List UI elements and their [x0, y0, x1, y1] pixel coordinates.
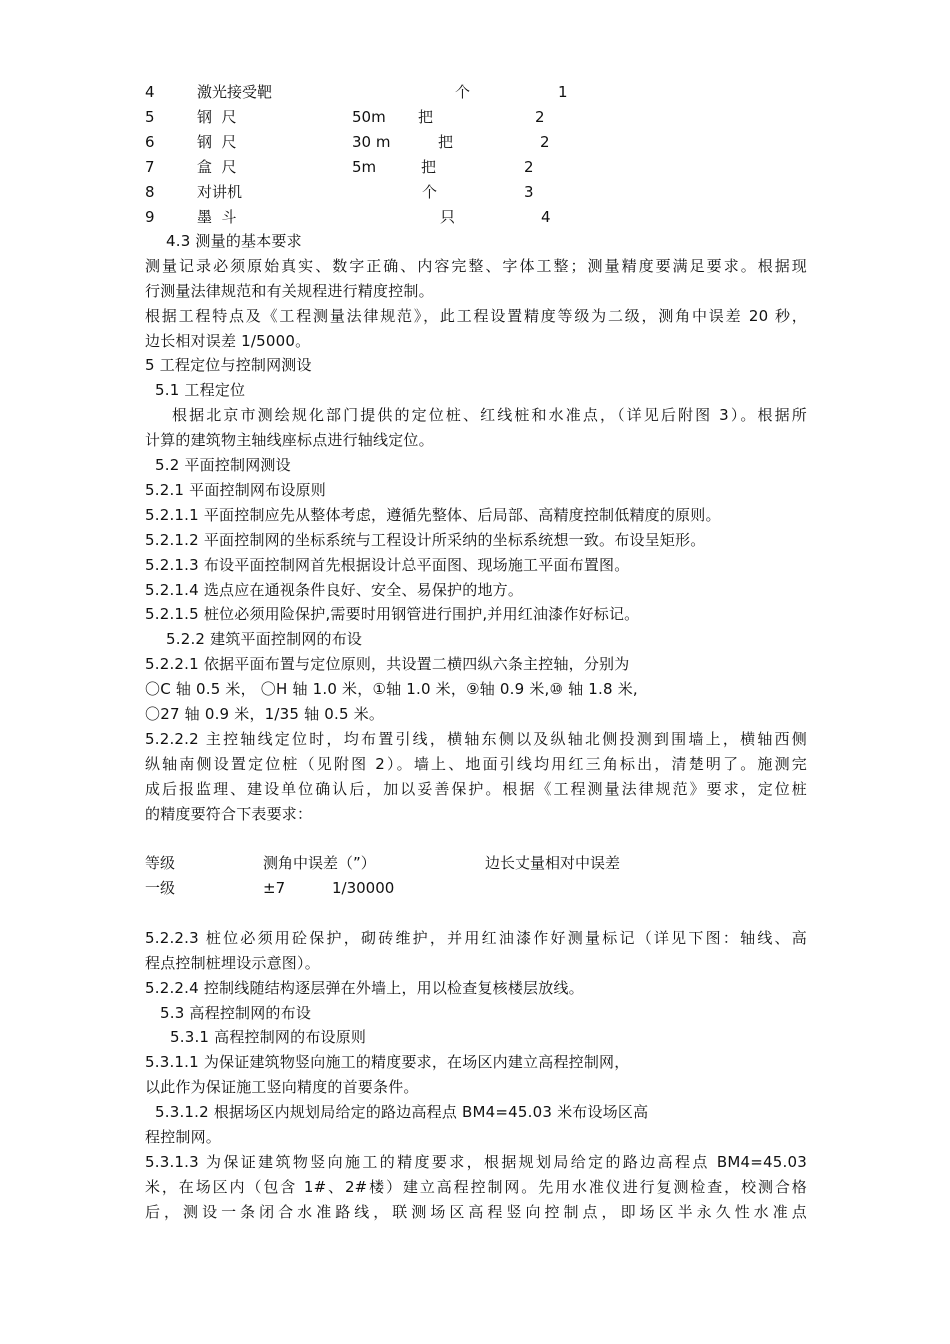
paragraph-line: 5.2.1.4 选点应在通视条件良好、安全、易保护的地方。 [145, 581, 524, 599]
section-heading: 5.1 工程定位 [155, 381, 246, 399]
equipment-qty: 1 [558, 83, 568, 101]
equipment-spec: 50m [352, 108, 386, 126]
paragraph-line: 后，测设一条闭合水准路线，联测场区高程竖向控制点，即场区半永久性水准点 [145, 1203, 807, 1221]
equipment-unit: 个 [422, 183, 438, 201]
equipment-name: 钢 尺 [197, 108, 237, 126]
paragraph-line: 5.3.1.1 为保证建筑物竖向施工的精度要求，在场区内建立高程控制网， [145, 1053, 630, 1071]
paragraph-line: 程点控制桩埋设示意图）。 [145, 954, 320, 972]
equipment-no: 7 [145, 158, 155, 176]
section-heading: 5.3 高程控制网的布设 [160, 1004, 312, 1022]
equipment-name: 盒 尺 [197, 158, 237, 176]
paragraph-line: 边长相对误差 1/5000。 [145, 332, 311, 350]
equipment-no: 5 [145, 108, 155, 126]
equipment-unit: 把 [418, 108, 434, 126]
equipment-qty: 3 [524, 183, 534, 201]
equipment-no: 9 [145, 208, 155, 226]
equipment-unit: 个 [455, 83, 471, 101]
paragraph-line: 5.2.1.5 桩位必须用险保护,需要时用钢管进行围护,并用红油漆作好标记。 [145, 605, 640, 623]
paragraph-line: 〇27 轴 0.9 米，1/35 轴 0.5 米。 [145, 705, 385, 723]
paragraph-line: 纵轴南侧设置定位桩（见附图 2）。墙上、地面引线均用红三角标出，清楚明了。施测完 [145, 755, 807, 773]
section-heading: 5.2.2 建筑平面控制网的布设 [166, 630, 363, 648]
equipment-qty: 2 [535, 108, 545, 126]
equipment-no: 8 [145, 183, 155, 201]
paragraph-line: 5.2.2.4 控制线随结构逐层弹在外墙上，用以检查复核楼层放线。 [145, 979, 584, 997]
paragraph-line: 5.2.1.3 布设平面控制网首先根据设计总平面图、现场施工平面布置图。 [145, 556, 630, 574]
section-heading: 5.2 平面控制网测设 [155, 456, 291, 474]
paragraph-line: 米，在场区内（包含 1#、2#楼）建立高程控制网。先用水准仪进行复测检查，校测合格 [145, 1178, 807, 1196]
equipment-name: 激光接受靶 [197, 83, 273, 101]
table-cell: 1/30000 [332, 879, 395, 897]
paragraph-line: 根据工程特点及《工程测量法律规范》，此工程设置精度等级为二级，测角中误差 20 秒， [145, 307, 807, 325]
table-cell: 一级 [145, 879, 176, 897]
paragraph-line: 5.3.1.3 为保证建筑物竖向施工的精度要求，根据规划局给定的路边高程点 BM4=45.03 [145, 1153, 807, 1171]
equipment-qty: 2 [524, 158, 534, 176]
equipment-qty: 2 [540, 133, 550, 151]
paragraph-line: 5.2.2.2 主控轴线定位时，均布置引线，横轴东侧以及纵轴北侧投测到围墙上，横轴西侧 [145, 730, 807, 748]
equipment-name: 对讲机 [197, 183, 243, 201]
equipment-spec: 30 m [352, 133, 391, 151]
paragraph-line: 成后报监理、建设单位确认后，加以妥善保护。根据《工程测量法律规范》要求，定位桩 [145, 780, 807, 798]
paragraph-line: 根据北京市测绘规化部门提供的定位桩、红线桩和水准点，（详见后附图 3）。根据所 [172, 406, 807, 424]
equipment-name: 钢 尺 [197, 133, 237, 151]
table-cell: ±7 [263, 879, 286, 897]
table-header: 边长丈量相对中误差 [485, 854, 621, 872]
paragraph-line: 的精度要符合下表要求： [145, 805, 313, 823]
equipment-unit: 只 [440, 208, 456, 226]
equipment-qty: 4 [541, 208, 551, 226]
equipment-unit: 把 [438, 133, 454, 151]
paragraph-line: 5.2.2.1 依据平面布置与定位原则，共设置二横四纵六条主控轴，分别为 [145, 655, 630, 673]
equipment-no: 6 [145, 133, 155, 151]
paragraph-line: 5.2.1.2 平面控制网的坐标系统与工程设计所采纳的坐标系统想一致。布设呈矩形。 [145, 531, 706, 549]
paragraph-line: 5.2.1.1 平面控制应先从整体考虑，遵循先整体、后局部、高精度控制低精度的原则。 [145, 506, 721, 524]
table-header: 测角中误差（”） [263, 854, 376, 872]
equipment-no: 4 [145, 83, 155, 101]
equipment-name: 墨 斗 [197, 208, 237, 226]
table-header: 等级 [145, 854, 176, 872]
equipment-unit: 把 [421, 158, 437, 176]
section-heading: 5.2.1 平面控制网布设原则 [145, 481, 326, 499]
equipment-spec: 5m [352, 158, 377, 176]
paragraph-line: 程控制网。 [145, 1128, 222, 1146]
section-heading: 4.3 测量的基本要求 [166, 232, 302, 250]
paragraph-line: 5.2.2.3 桩位必须用砼保护，砌砖维护，并用红油漆作好测量标记（详见下图：轴线、高 [145, 929, 807, 947]
paragraph-line: 计算的建筑物主轴线座标点进行轴线定位。 [145, 431, 434, 449]
paragraph-line: 测量记录必须原始真实、数字正确、内容完整、字体工整；测量精度要满足要求。根据现 [145, 257, 807, 275]
section-heading: 5 工程定位与控制网测设 [145, 356, 312, 374]
paragraph-line: 〇C 轴 0.5 米， 〇H 轴 1.0 米，①轴 1.0 米，⑨轴 0.9 米,⑩ 轴 1.8 米, [145, 680, 638, 698]
paragraph-line: 5.3.1.2 根据场区内规划局给定的路边高程点 BM4=45.03 米布设场区高 [155, 1103, 649, 1121]
paragraph-line: 行测量法律规范和有关规程进行精度控制。 [145, 282, 434, 300]
section-heading: 5.3.1 高程控制网的布设原则 [170, 1028, 367, 1046]
paragraph-line: 以此作为保证施工竖向精度的首要条件。 [145, 1078, 419, 1096]
